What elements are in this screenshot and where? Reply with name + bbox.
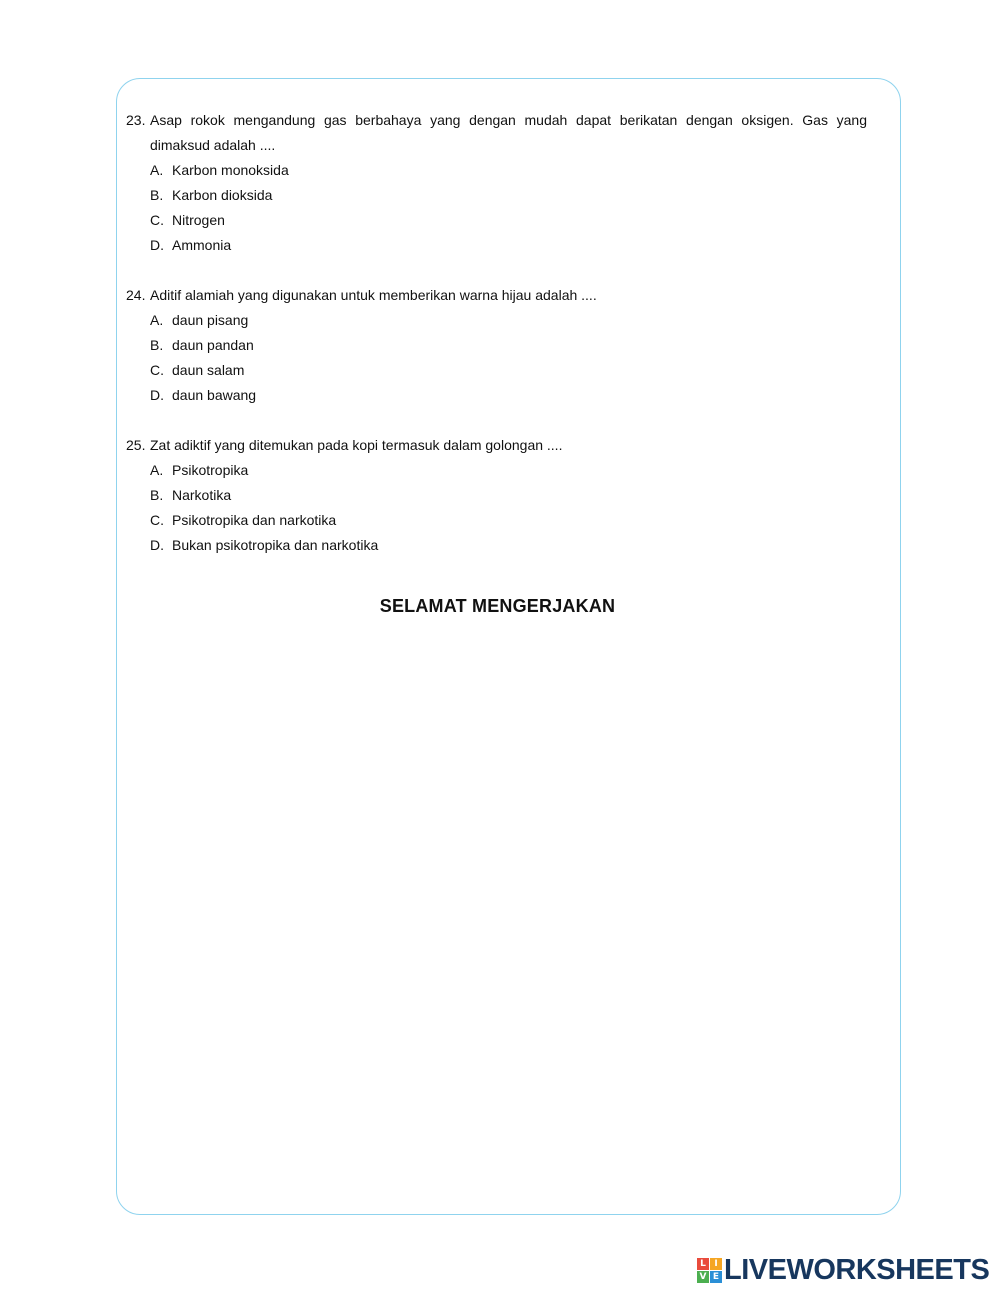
option-d[interactable] [150,233,867,258]
option-text: daun salam [172,362,245,378]
option-letter: D. [150,537,164,553]
option-letter: B. [150,487,164,503]
answer-options [150,458,867,558]
question-text: Asap rokok mengandung gas berbahaya yang dengan mudah dapat berikatan dengan oksigen. Gas yang dimaksud adalah .... [150,112,867,153]
option-text: Bukan psikotropika dan narkotika [172,537,379,553]
logo-tiles-icon [697,1258,722,1283]
logo-tile: E [710,1271,722,1283]
option-letter: D. [150,387,164,403]
option-d[interactable] [150,533,867,558]
option-c[interactable] [150,508,867,533]
option-text: daun pisang [172,312,249,328]
logo-tile: I [710,1258,722,1270]
question-number: 24. [126,287,146,303]
question-text: Zat adiktif yang ditemukan pada kopi termasuk dalam golongan .... [150,437,563,453]
option-text: daun bawang [172,387,257,403]
option-letter: C. [150,362,164,378]
answer-options [150,308,867,408]
option-text: Nitrogen [172,212,225,228]
option-letter: B. [150,187,164,203]
option-c[interactable] [150,358,867,383]
option-b[interactable] [150,483,867,508]
option-letter: A. [150,462,164,478]
option-a[interactable] [150,308,867,333]
logo-tile: V [697,1271,709,1283]
option-a[interactable] [150,458,867,483]
question-text: Aditif alamiah yang digunakan untuk memberikan warna hijau adalah .... [150,287,597,303]
option-text: Karbon monoksida [172,162,289,178]
option-text: Psikotropika [172,462,249,478]
option-text: Karbon dioksida [172,187,273,203]
option-letter: A. [150,162,164,178]
question-list [126,108,867,583]
option-a[interactable] [150,158,867,183]
brand-name: LIVEWORKSHEETS [724,1254,990,1286]
option-text: Psikotropika dan narkotika [172,512,337,528]
logo-tile: L [697,1258,709,1270]
option-b[interactable] [150,183,867,208]
option-letter: A. [150,312,164,328]
question-24 [126,283,867,408]
question-number: 25. [126,437,146,453]
option-text: daun pandan [172,337,254,353]
option-c[interactable] [150,208,867,233]
question-number: 23. [126,112,146,128]
option-b[interactable] [150,333,867,358]
question-25 [126,433,867,558]
closing-message: SELAMAT MENGERJAKAN [379,596,616,616]
question-23 [126,108,867,258]
liveworksheets-logo[interactable] [697,1256,989,1285]
answer-options [150,158,867,258]
option-letter: B. [150,337,164,353]
option-text: Narkotika [172,487,232,503]
option-d[interactable] [150,383,867,408]
option-letter: C. [150,512,164,528]
option-letter: D. [150,237,164,253]
option-letter: C. [150,212,164,228]
option-text: Ammonia [172,237,232,253]
